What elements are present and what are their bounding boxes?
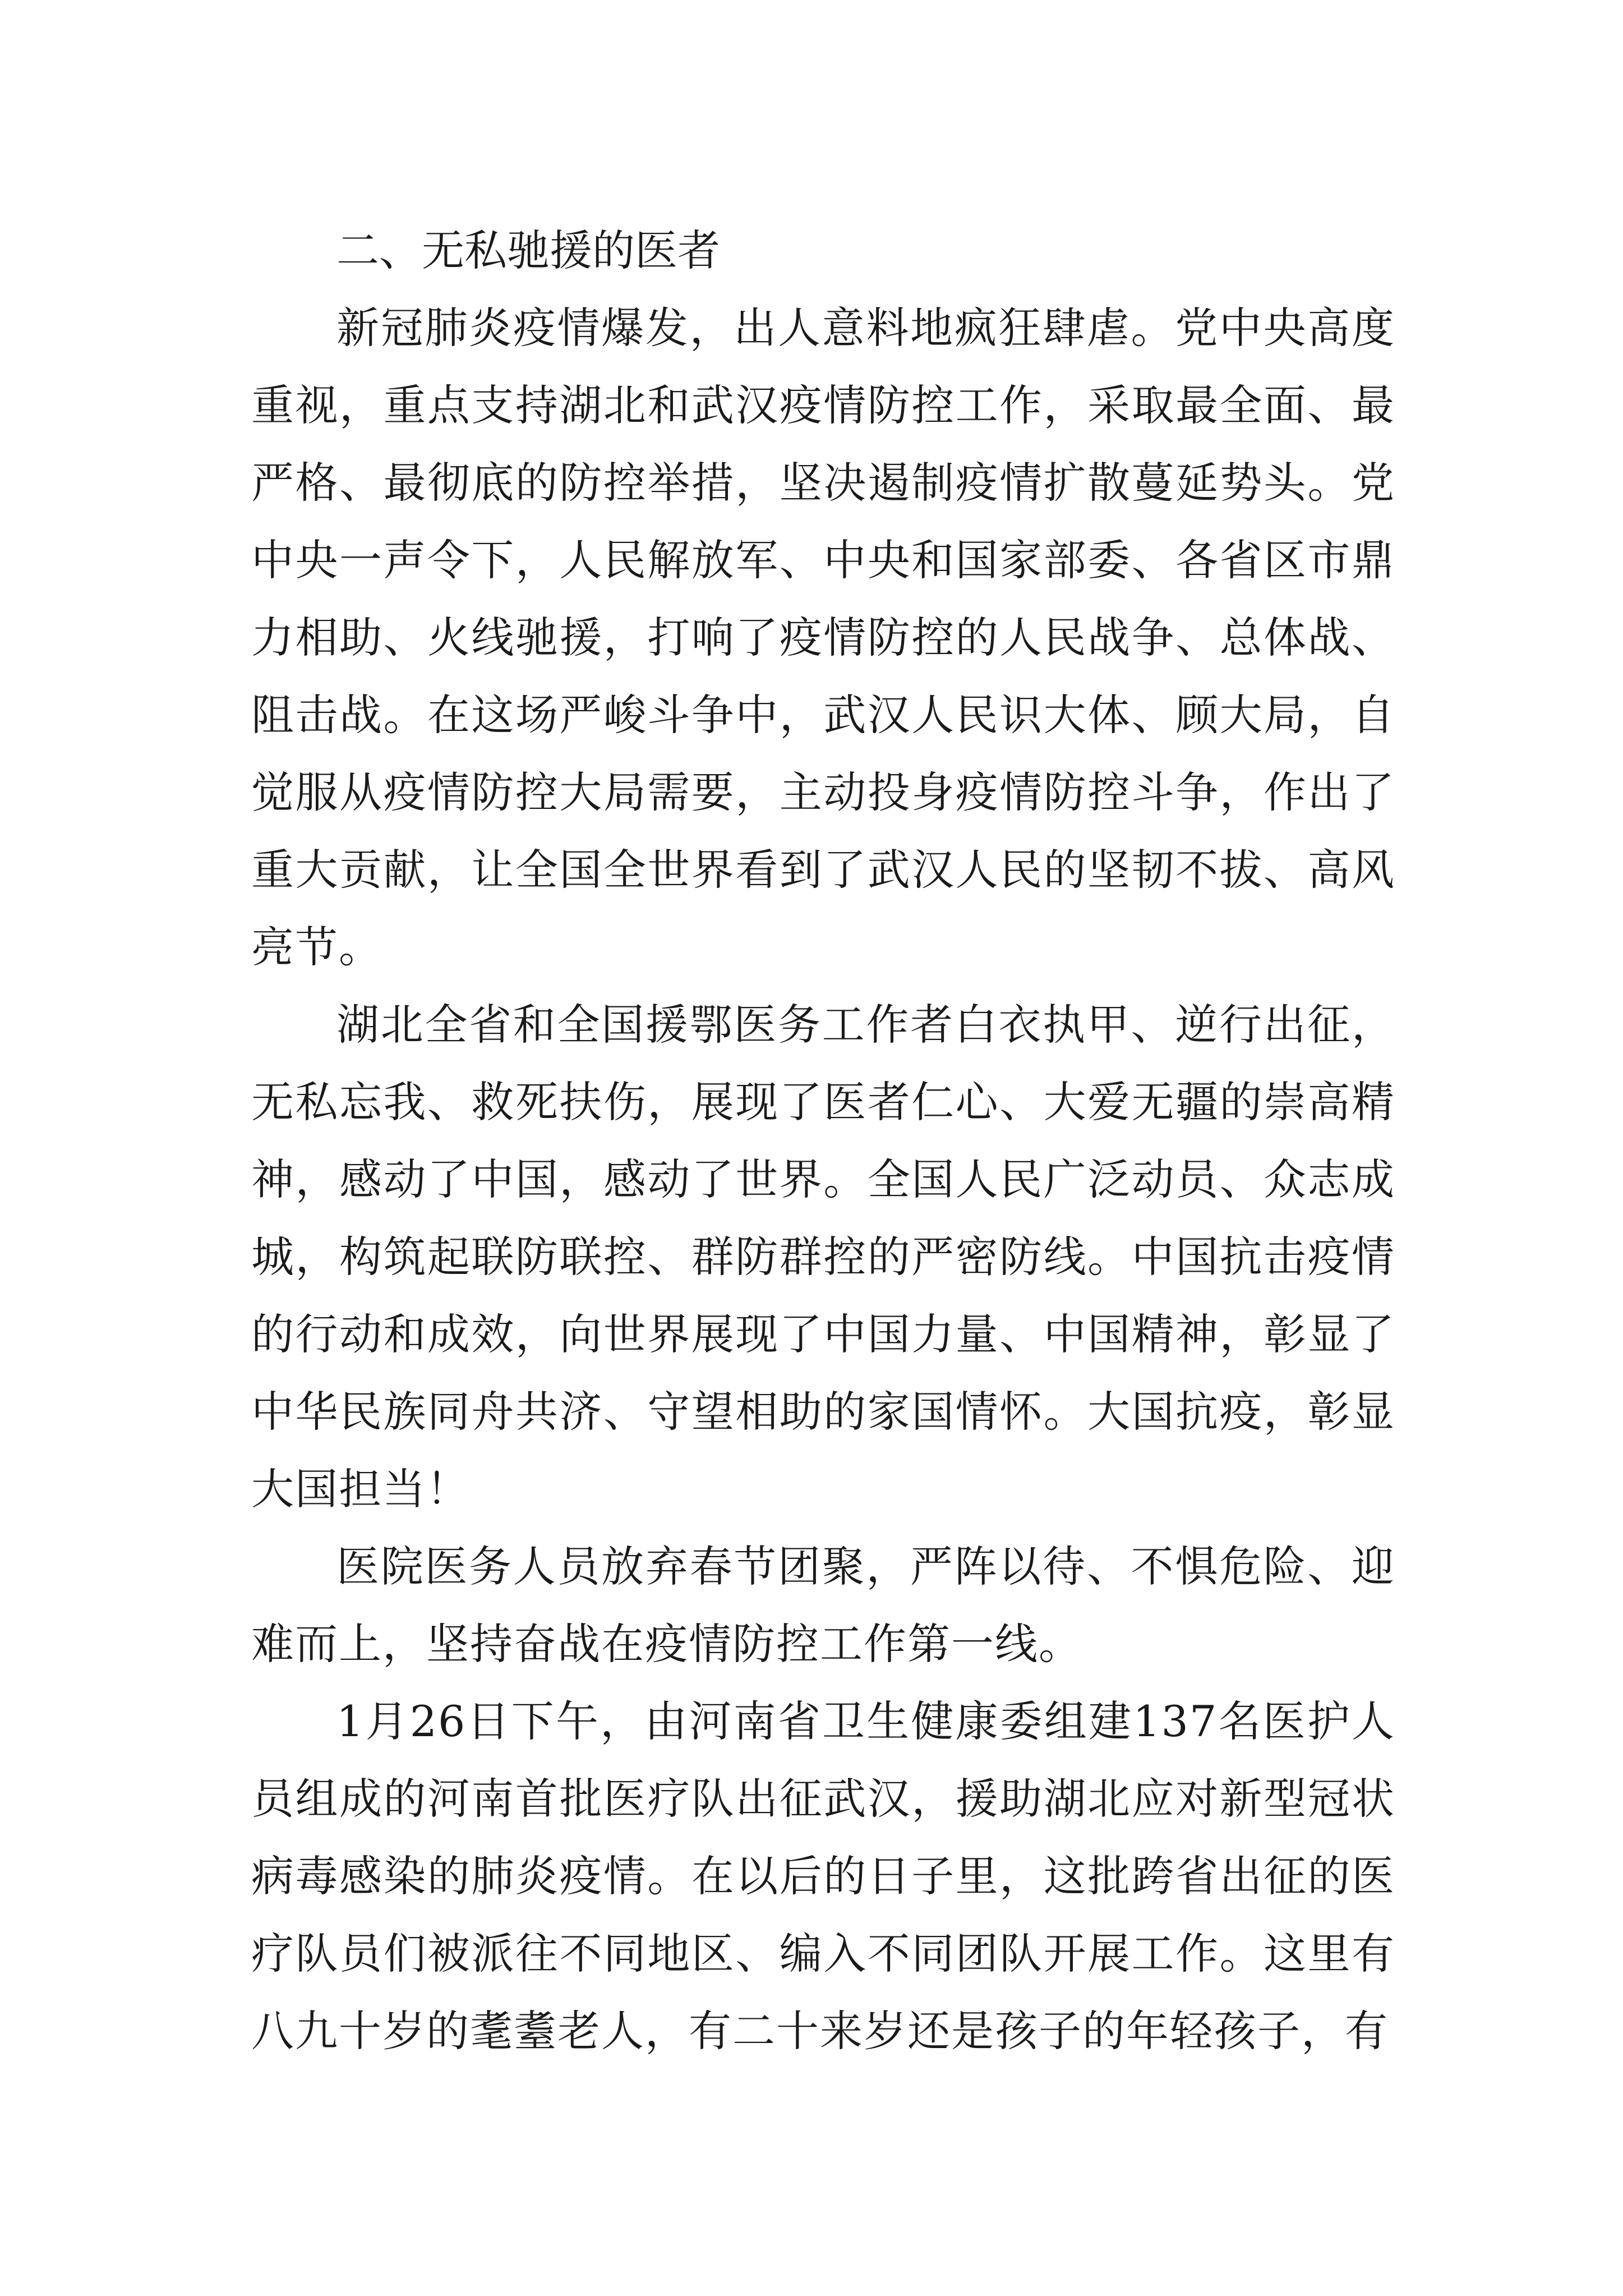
document-body bbox=[251, 212, 1395, 2070]
paragraph-1: 新冠肺炎疫情爆发，出人意料地疯狂肆虐。党中央高度重视，重点支持湖北和武汉疫情防控工作，采取最全面、最严格、最彻底的防控举措，坚决遏制疫情扩散蔓延势头。党中央一声令下，人民解放军、中央和国家部委、各省区市鼎力相助、火线驰援，打响了疫情防控的人民战争、总体战、阻击战。在这场严峻斗争中，武汉人民识大体、顾大局，自觉服从疫情防控大局需要，主动投身疫情防控斗争，作出了重大贡献，让全国全世界看到了武汉人民的坚韧不拔、高风亮节。 bbox=[251, 303, 1395, 972]
paragraph-2: 湖北全省和全国援鄂医务工作者白衣执甲、逆行出征，无私忘我、救死扶伤，展现了医者仁心、大爱无疆的崇高精神，感动了中国，感动了世界。全国人民广泛动员、众志成城，构筑起联防联控、群防群控的严密防线。中国抗击疫情的行动和成效，向世界展现了中国力量、中国精神，彰显了中华民族同舟共济、守望相助的家国情怀。大国抗疫，彰显大国担当！ bbox=[251, 1000, 1395, 1514]
paragraph-3: 医院医务人员放弃春节团聚，严阵以待、不惧危险、迎难而上，坚持奋战在疫情防控工作第一线。 bbox=[251, 1542, 1395, 1669]
paragraph-4: 1月26日下午，由河南省卫生健康委组建137名医护人员组成的河南首批医疗队出征武汉，援助湖北应对新型冠状病毒感染的肺炎疫情。在以后的日子里，这批跨省出征的医疗队员们被派往不同地区、编入不同团队开展工作。这里有八九十岁的耄耋老人，有二十来岁还是孩子的年轻孩子，有 bbox=[251, 1696, 1395, 2056]
section-heading: 二、无私驰援的医者 bbox=[336, 226, 720, 275]
